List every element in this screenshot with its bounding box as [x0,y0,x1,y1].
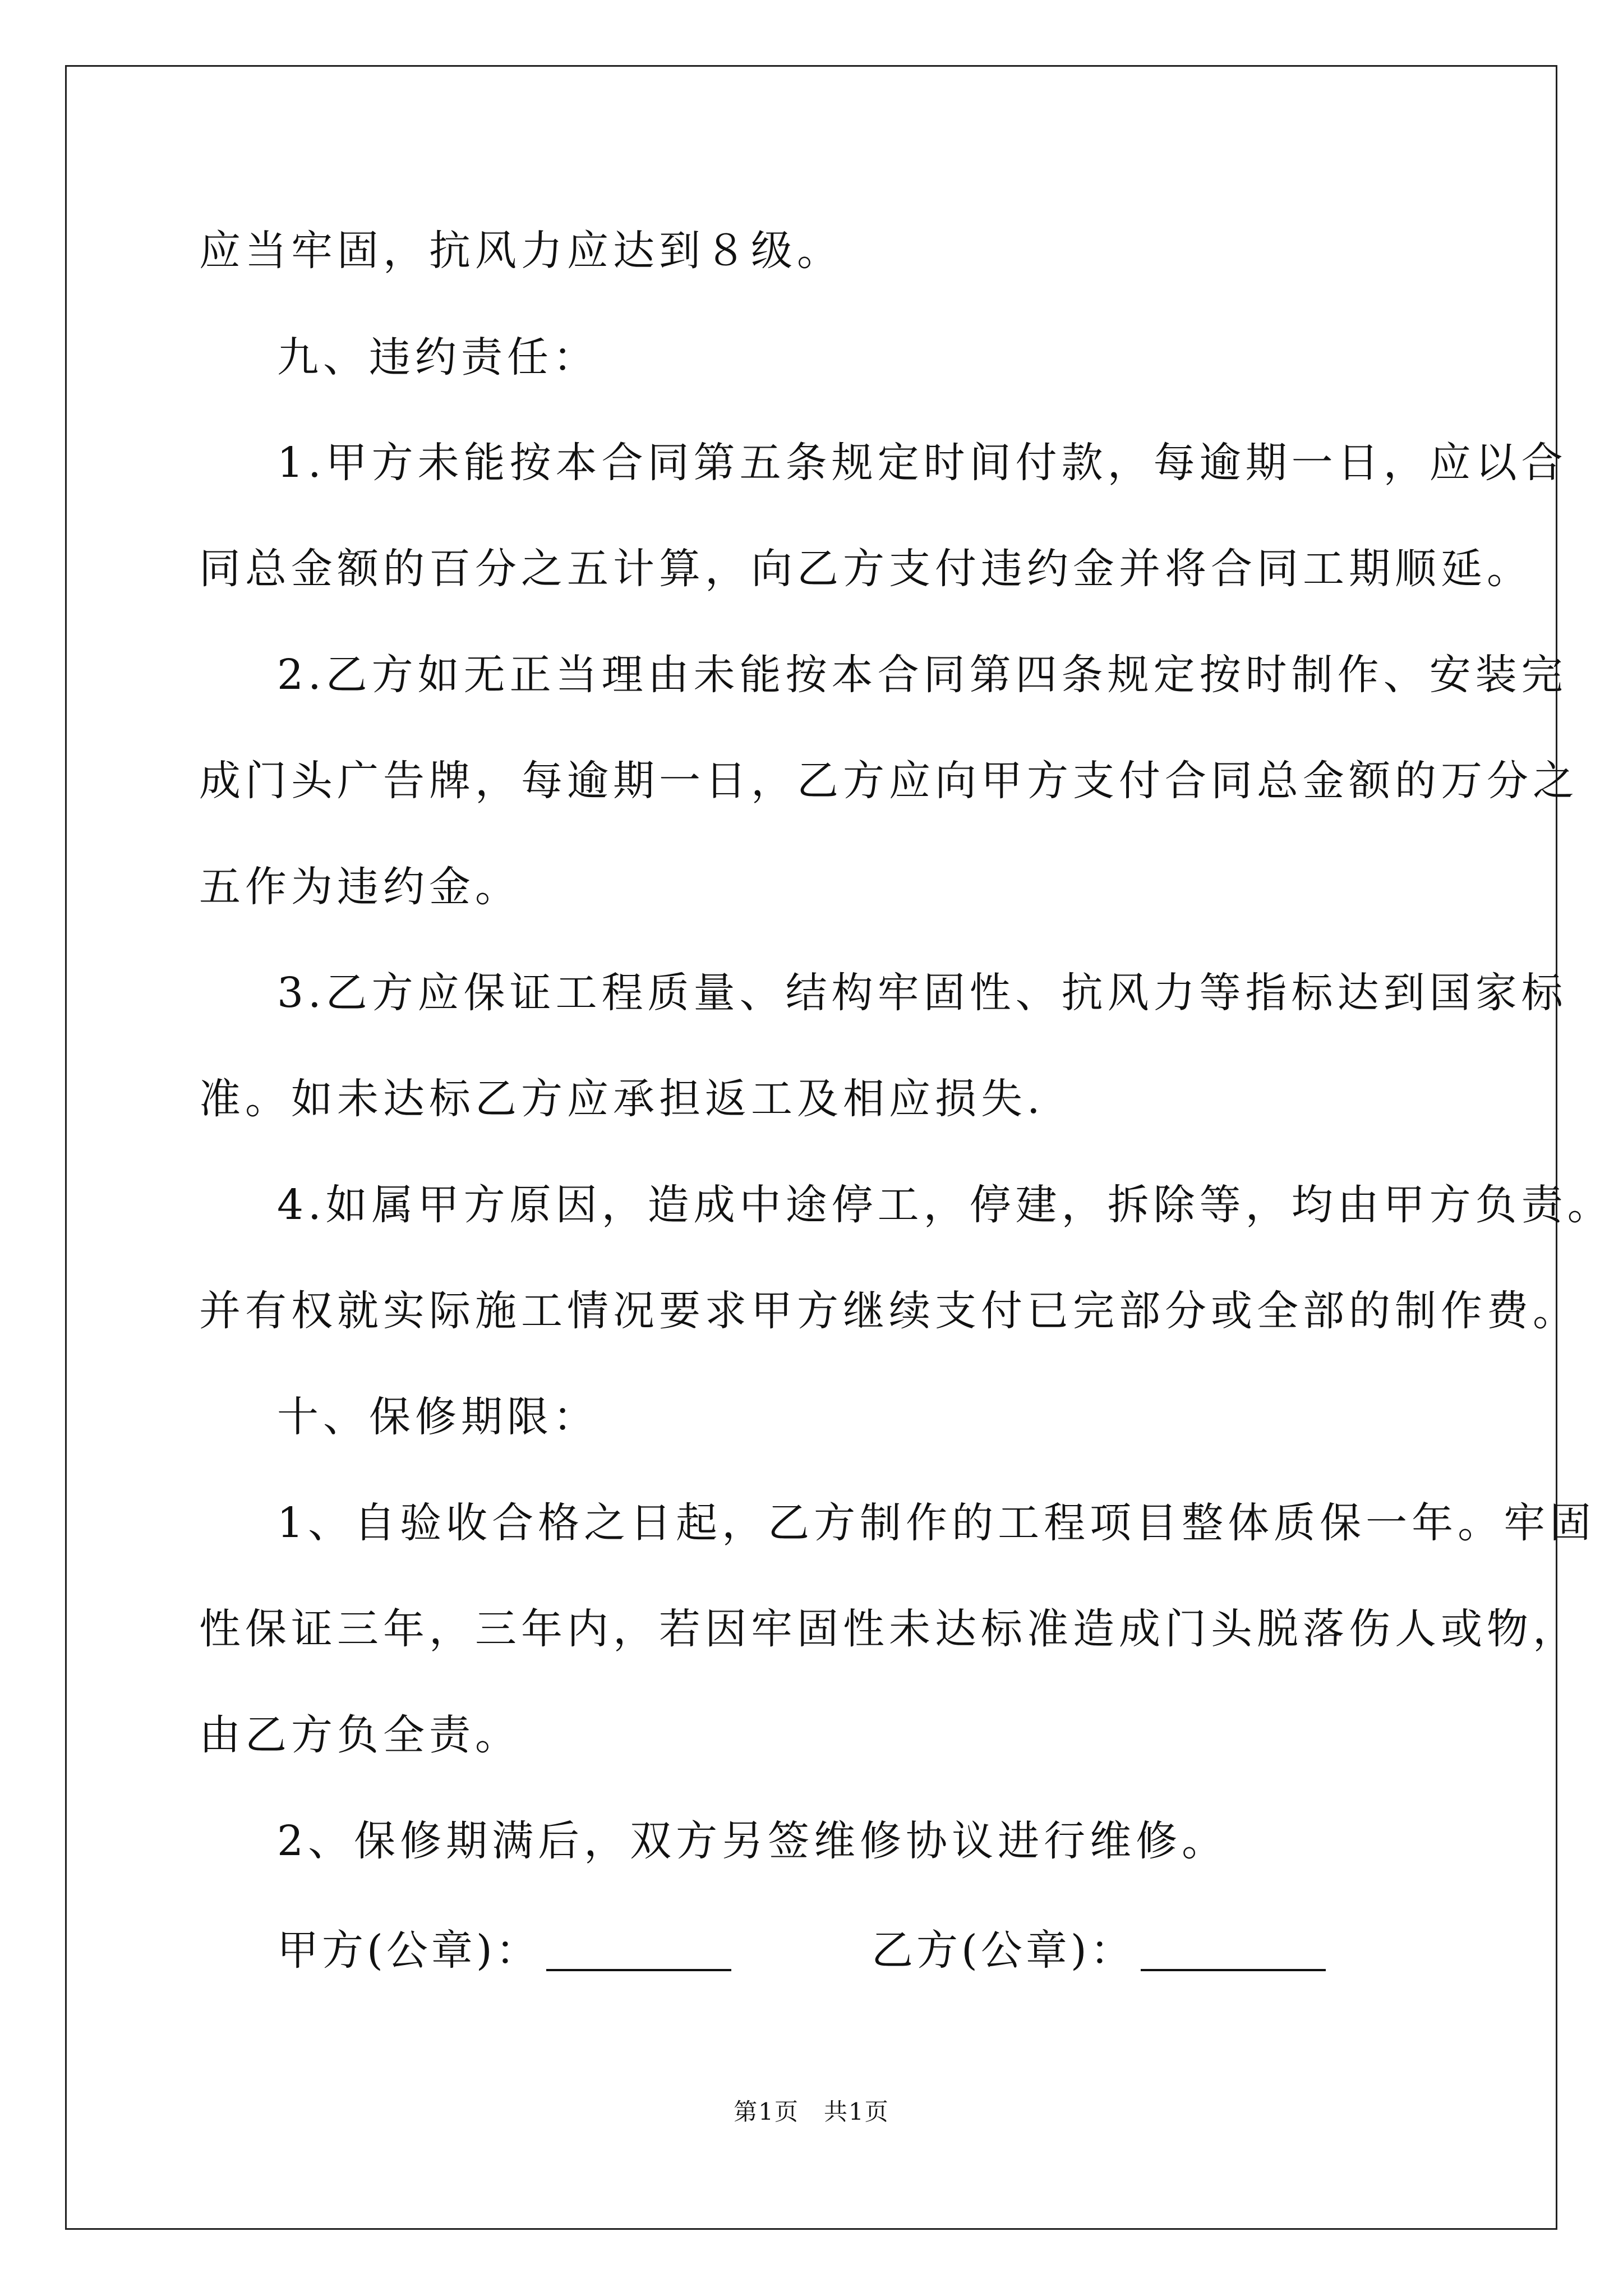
party-b-signature [872,1926,1326,1975]
clause-9-2-line-2: 成门头广告牌，每逾期一日，乙方应向甲方支付合同总金额的万分之 [199,757,1579,805]
section-heading-warranty: 十、保修期限： [277,1393,599,1441]
contract-line-1: 应当牢固，抗风力应达到８级。 [199,227,843,275]
clause-9-4-line-2: 并有权就实际施工情况要求甲方继续支付已完部分或全部的制作费。 [199,1287,1579,1335]
clause-9-1-line-2: 同总金额的百分之五计算，向乙方支付违约金并将合同工期顺延。 [199,545,1533,593]
clause-9-2-line-3: 五作为违约金。 [199,863,521,911]
party-a-signature [277,1926,731,1975]
clause-10-1-line-2: 性保证三年，三年内，若因牢固性未达标准造成门头脱落伤人或物， [199,1605,1579,1653]
clause-9-2-line-1: 2.乙方如无正当理由未能按本合同第四条规定按时制作、安装完 [277,651,1567,699]
clause-10-1-line-3: 由乙方负全责。 [199,1711,521,1759]
signature-row [277,1926,1371,1986]
clause-10-2-line-1: 2、保修期满后，双方另签维修协议进行维修。 [277,1817,1228,1865]
clause-9-4-line-1: 4.如属甲方原因，造成中途停工，停建，拆除等，均由甲方负责。 [277,1181,1613,1229]
party-a-label: 甲方(公章)： [277,1926,541,1975]
clause-10-1-line-1: 1、自验收合格之日起，乙方制作的工程项目整体质保一年。牢固 [277,1499,1596,1547]
party-b-blank [1141,1933,1326,1971]
clause-9-1-line-1: 1.甲方未能按本合同第五条规定时间付款，每逾期一日，应以合 [277,439,1567,487]
section-heading-breach: 九、违约责任： [277,333,599,381]
page-border [65,65,1557,2230]
party-a-blank [546,1933,731,1971]
clause-9-3-line-1: 3.乙方应保证工程质量、结构牢固性、抗风力等指标达到国家标 [277,969,1567,1017]
party-b-label: 乙方(公章)： [872,1926,1135,1975]
clause-9-3-line-2: 准。如未达标乙方应承担返工及相应损失. [199,1075,1045,1123]
page-footer: 第1页 共1页 [734,2098,889,2125]
